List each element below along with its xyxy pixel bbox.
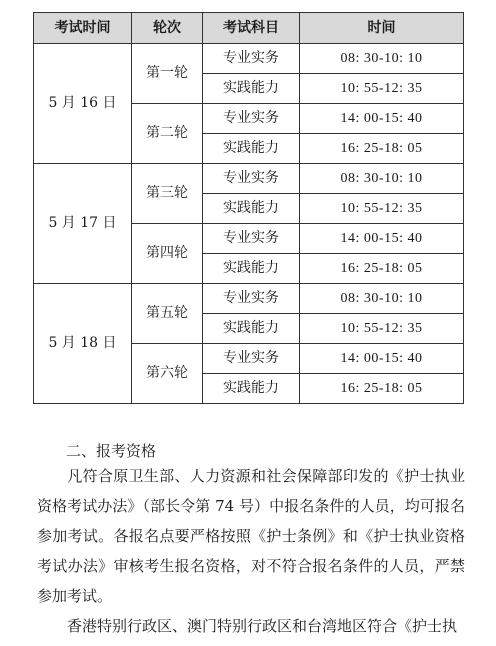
- header-time: 时间: [300, 13, 464, 44]
- round-cell: 第五轮: [132, 284, 203, 344]
- subject-cell: 专业实务: [203, 44, 300, 74]
- round-cell: 第三轮: [132, 164, 203, 224]
- round-cell: 第六轮: [132, 344, 203, 404]
- subject-cell: 实践能力: [203, 134, 300, 164]
- header-round: 轮次: [132, 13, 203, 44]
- header-subject: 考试科目: [203, 13, 300, 44]
- time-cell: 10: 55-12: 35: [300, 74, 464, 104]
- subject-cell: 实践能力: [203, 194, 300, 224]
- subject-cell: 专业实务: [203, 164, 300, 194]
- subject-cell: 实践能力: [203, 74, 300, 104]
- time-cell: 16: 25-18: 05: [300, 134, 464, 164]
- round-cell: 第一轮: [132, 44, 203, 104]
- date-cell: 5 月 18 日: [34, 284, 132, 404]
- table-row: [34, 284, 464, 314]
- subject-cell: 专业实务: [203, 344, 300, 374]
- subject-cell: 专业实务: [203, 284, 300, 314]
- time-cell: 08: 30-10: 10: [300, 44, 464, 74]
- table-header-row: [34, 13, 464, 44]
- paragraph-hk-macau-taiwan: [37, 611, 465, 641]
- time-cell: 10: 55-12: 35: [300, 314, 464, 344]
- header-exam-date: 考试时间: [34, 13, 132, 44]
- round-cell: 第四轮: [132, 224, 203, 284]
- time-cell: 08: 30-10: 10: [300, 284, 464, 314]
- exam-schedule-table: [33, 12, 464, 404]
- table-row: [34, 164, 464, 194]
- subject-cell: 专业实务: [203, 224, 300, 254]
- time-cell: 08: 30-10: 10: [300, 164, 464, 194]
- section-title: 二、报考资格: [66, 442, 157, 460]
- subject-cell: 实践能力: [203, 314, 300, 344]
- time-cell: 14: 00-15: 40: [300, 224, 464, 254]
- paragraph-eligibility: [37, 461, 465, 611]
- time-cell: 14: 00-15: 40: [300, 104, 464, 134]
- subject-cell: 实践能力: [203, 254, 300, 284]
- round-cell: 第二轮: [132, 104, 203, 164]
- table-row: [34, 44, 464, 74]
- date-cell: 5 月 16 日: [34, 44, 132, 164]
- time-cell: 14: 00-15: 40: [300, 344, 464, 374]
- date-cell: 5 月 17 日: [34, 164, 132, 284]
- time-cell: 10: 55-12: 35: [300, 194, 464, 224]
- subject-cell: 专业实务: [203, 104, 300, 134]
- subject-cell: 实践能力: [203, 374, 300, 404]
- time-cell: 16: 25-18: 05: [300, 254, 464, 284]
- paragraph-text: 香港特别行政区、澳门特别行政区和台湾地区符合《护士执: [67, 617, 458, 635]
- time-cell: 16: 25-18: 05: [300, 374, 464, 404]
- paragraph-text: 凡符合原卫生部、人力资源和社会保障部印发的《护士执业资格考试办法》（部长令第 74 号）中报名条件的人员，均可报名参加考试。各报名点要严格按照《护士条例》和《护士执业资格考试办法》审核考生报名资格，对不符合报名条件的人员，严禁参加考试。: [37, 467, 465, 605]
